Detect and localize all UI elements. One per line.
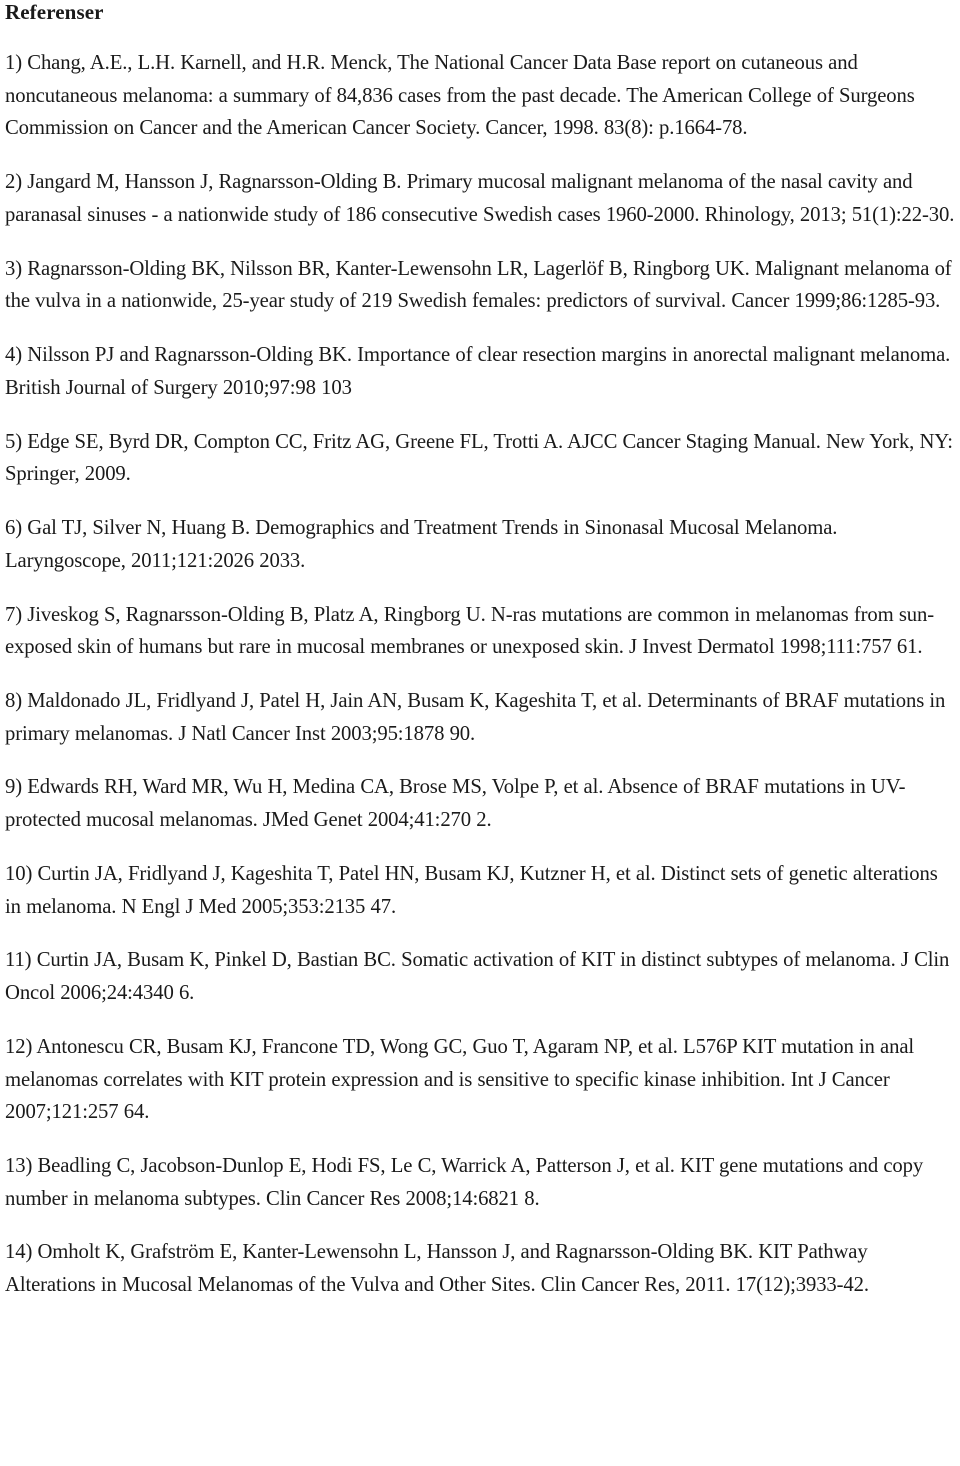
document-page (5, 0, 957, 1323)
reference-number: 14) (5, 1241, 33, 1264)
reference-item (5, 599, 957, 664)
reference-text: Omholt K, Grafström E, Kanter-Lewensohn L, Hansson J, and Ragnarsson-Olding BK. KIT Pathway Alterations in Mucosal Melanomas of the Vulva and Other Sites. Clin Cancer Res, 2011. 17(12);3933-42. (5, 1241, 869, 1297)
reference-text: Maldonado JL, Fridlyand J, Patel H, Jain AN, Busam K, Kageshita T, et al. Determinants of BRAF mutations in primary melanomas. J Natl Cancer Inst 2003;95:1878 90. (5, 689, 946, 745)
reference-item (5, 944, 957, 1009)
reference-item (5, 771, 957, 836)
reference-item (5, 339, 957, 404)
reference-number: 7) (5, 603, 22, 626)
reference-text: Jangard M, Hansson J, Ragnarsson-Olding B. Primary mucosal malignant melanoma of the nasal cavity and paranasal sinuses - a nationwide study of 186 consecutive Swedish cases 1960-2000. Rhinology, 2013; 51(1):22-30. (5, 171, 955, 226)
reference-item (5, 166, 957, 231)
reference-item (5, 512, 957, 577)
reference-number: 3) (5, 257, 22, 280)
reference-number: 12) (5, 1035, 33, 1058)
reference-item (5, 426, 957, 491)
references-heading: Referenser (5, 0, 104, 24)
reference-number: 10) (5, 862, 33, 885)
reference-text: Edge SE, Byrd DR, Compton CC, Fritz AG, Greene FL, Trotti A. AJCC Cancer Staging Manual. New York, NY: Springer, 2009. (5, 430, 953, 486)
reference-number: 6) (5, 517, 22, 540)
reference-text: Ragnarsson-Olding BK, Nilsson BR, Kanter-Lewensohn LR, Lagerlöf B, Ringborg UK. Malignant melanoma of the vulva in a nationwide, 25-year study of 219 Swedish females: predictors of survival. Cancer 1999;86:1285-93. (5, 257, 952, 313)
reference-item (5, 253, 957, 318)
reference-text: Beadling C, Jacobson-Dunlop E, Hodi FS, Le C, Warrick A, Patterson J, et al. KIT gene mutations and copy number in melanoma subtypes. Clin Cancer Res 2008;14:6821 8. (5, 1155, 924, 1210)
reference-number: 4) (5, 344, 22, 367)
reference-text: Curtin JA, Fridlyand J, Kageshita T, Patel HN, Busam KJ, Kutzner H, et al. Distinct sets of genetic alterations in melanoma. N Engl J Med 2005;353:2135 47. (5, 862, 938, 918)
reference-text: Antonescu CR, Busam KJ, Francone TD, Wong GC, Guo T, Agaram NP, et al. L576P KIT mutation in anal melanomas correlates with KIT protein expression and is sensitive to specific kinase inhibition. Int J Cancer 2007;121:257 64. (5, 1035, 915, 1124)
reference-text: Jiveskog S, Ragnarsson-Olding B, Platz A, Ringborg U. N-ras mutations are common in melanomas from sun-exposed skin of humans but rare in mucosal membranes or unexposed skin. J Invest Dermatol 1998;111:757 61. (5, 603, 934, 659)
reference-number: 9) (5, 776, 22, 799)
reference-text: Chang, A.E., L.H. Karnell, and H.R. Menck, The National Cancer Data Base report on cutaneous and noncutaneous melanoma: a summary of 84,836 cases from the past decade. The American College of Surgeons Commission on Cancer and the American Cancer Society. Cancer, 1998. 83(8): p.1664-78. (5, 52, 915, 140)
reference-number: 2) (5, 171, 22, 194)
reference-item (5, 685, 957, 750)
reference-item (5, 1236, 957, 1301)
reference-number: 8) (5, 689, 22, 712)
reference-item (5, 1150, 957, 1215)
reference-text: Nilsson PJ and Ragnarsson-Olding BK. Importance of clear resection margins in anorectal malignant melanoma. British Journal of Surgery 2010;97:98 103 (5, 344, 951, 399)
reference-number: 1) (5, 52, 22, 74)
reference-item (5, 1031, 957, 1129)
reference-text: Gal TJ, Silver N, Huang B. Demographics and Treatment Trends in Sinonasal Mucosal Melanoma. Laryngoscope, 2011;121:2026 2033. (5, 517, 838, 572)
reference-number: 13) (5, 1155, 33, 1177)
reference-list (5, 47, 957, 1302)
reference-text: Curtin JA, Busam K, Pinkel D, Bastian BC. Somatic activation of KIT in distinct subtypes of melanoma. J Clin Oncol 2006;24:4340 6. (5, 949, 950, 1005)
reference-item (5, 858, 957, 923)
reference-number: 5) (5, 430, 22, 453)
reference-text: Edwards RH, Ward MR, Wu H, Medina CA, Brose MS, Volpe P, et al. Absence of BRAF mutations in UV-protected mucosal melanomas. JMed Genet 2004;41:270 2. (5, 776, 906, 832)
reference-number: 11) (5, 949, 32, 972)
reference-item (5, 47, 957, 145)
